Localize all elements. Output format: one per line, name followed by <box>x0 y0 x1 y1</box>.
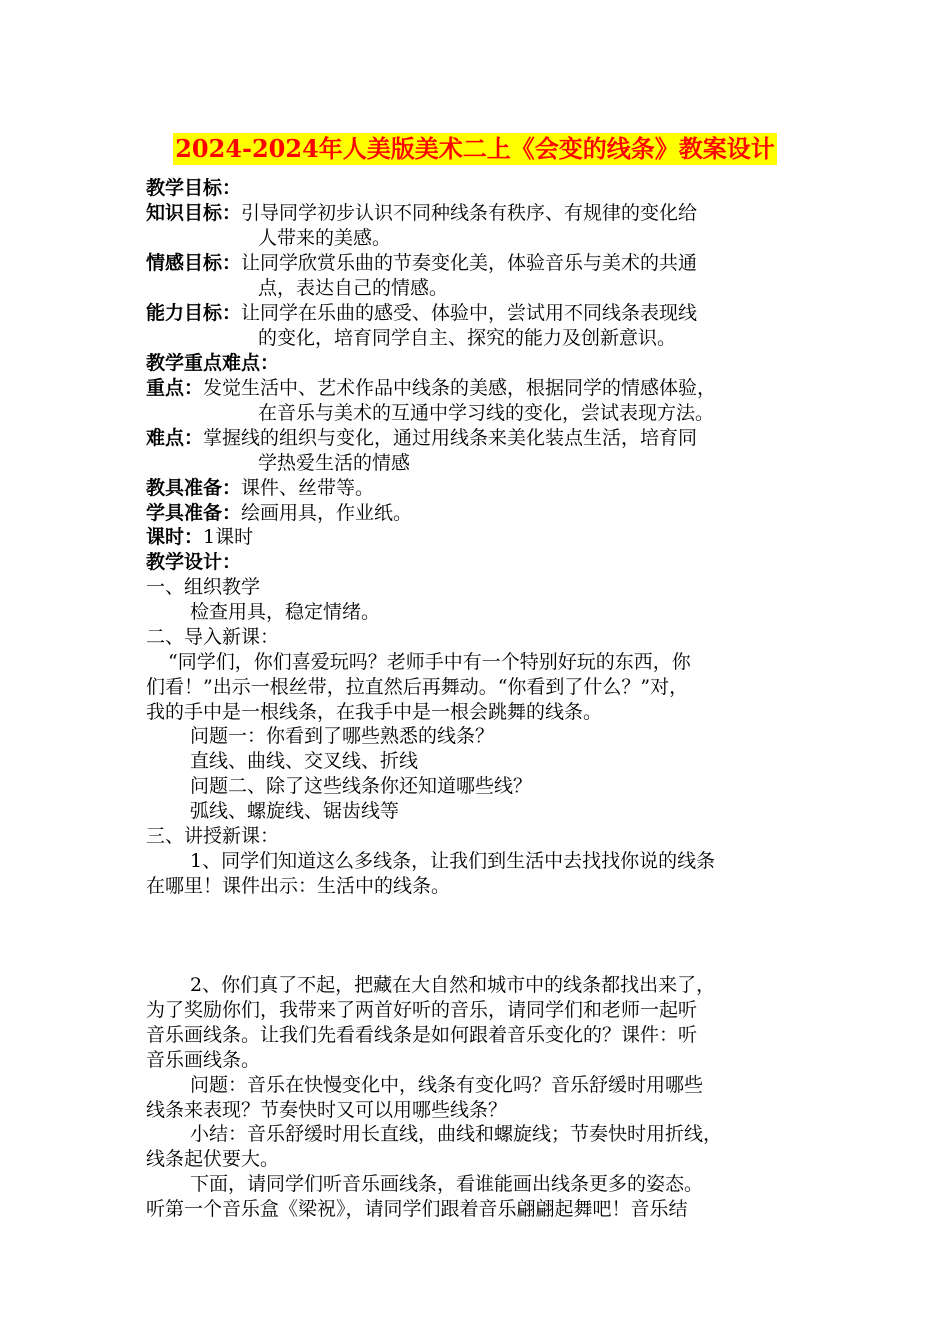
line-text: 小结：音乐舒缓时用长直线，曲线和螺旋线；节奏快时用折线， <box>190 1123 723 1145</box>
line-text: 下面，请同学们听音乐画线条，看谁能画出线条更多的姿态。 <box>190 1173 704 1195</box>
text-line <box>146 674 688 700</box>
text-line <box>146 300 697 326</box>
line-text: 掌握线的组织与变化，通过用线条来美化装点生活，培育同 <box>203 427 698 449</box>
line-text: 线条起伏要大。 <box>146 1148 280 1170</box>
text-line <box>146 1196 688 1222</box>
text-line <box>146 375 716 401</box>
text-line <box>190 723 494 749</box>
line-text: 发觉生活中、艺术作品中线条的美感，根据同学的情感体验， <box>203 377 717 399</box>
line-text: 问题一：你看到了哪些熟悉的线条？ <box>190 725 495 747</box>
line-text: 们看！”出示一根丝带，拉直然后再舞动。“你看到了什么？”对， <box>146 676 689 698</box>
line-label: 课时： <box>146 526 204 548</box>
line-text: 课件、丝带等。 <box>241 477 375 499</box>
text-line <box>146 250 697 276</box>
line-text: 1、同学们知道这么多线条，让我们到生活中去找找你说的线条 <box>190 850 716 872</box>
text-line <box>146 425 697 451</box>
line-text: 音乐画线条。让我们先看看线条是如何跟着音乐变化的？课件：听 <box>146 1024 698 1046</box>
text-line <box>146 997 697 1023</box>
line-text: 弧线、螺旋线、锯齿线等 <box>190 800 400 822</box>
text-line <box>146 823 279 849</box>
text-line <box>146 549 241 575</box>
line-text: 检查用具，稳定情绪。 <box>190 601 381 623</box>
text-line <box>258 450 410 476</box>
line-text: 我的手中是一根线条，在我手中是一根会跳舞的线条。 <box>146 701 603 723</box>
line-text: 绘画用具，作业纸。 <box>241 502 413 524</box>
title-wrapper <box>0 133 950 165</box>
text-line <box>146 175 241 201</box>
line-label: 教具准备： <box>146 477 242 499</box>
text-line <box>190 599 380 625</box>
line-label: 学具准备： <box>146 502 242 524</box>
text-line <box>146 1022 697 1048</box>
line-text: 为了奖励你们，我带来了两首好听的音乐，请同学们和老师一起听 <box>146 999 698 1021</box>
line-text: 直线、曲线、交叉线、折线 <box>190 750 419 772</box>
document-title: 2024-2024年人美版美术二上《会变的线条》教案设计 <box>175 134 775 163</box>
line-text: 2、你们真了不起，把藏在大自然和城市中的线条都找出来了， <box>190 974 716 996</box>
line-label: 能力目标： <box>146 302 242 324</box>
text-line <box>190 848 715 874</box>
text-line <box>146 1097 507 1123</box>
line-text: 三、讲授新课： <box>146 825 280 847</box>
line-text: 引导同学初步认识不同种线条有秩序、有规律的变化给 <box>241 202 698 224</box>
line-text: 学热爱生活的情感 <box>258 452 411 474</box>
line-label: 情感目标： <box>146 252 242 274</box>
text-line <box>190 798 399 824</box>
line-label: 重点： <box>146 377 204 399</box>
line-text: 音乐画线条。 <box>146 1049 261 1071</box>
text-line <box>146 200 697 226</box>
line-text: 人带来的美感。 <box>258 227 392 249</box>
text-line <box>146 873 450 899</box>
line-text: 在音乐与美术的互通中学习线的变化，尝试表现方法。 <box>258 402 715 424</box>
text-line <box>146 574 260 600</box>
text-line <box>146 1047 260 1073</box>
line-text: 让同学在乐曲的感受、体验中，尝试用不同线条表现线 <box>241 302 698 324</box>
text-line <box>258 225 391 251</box>
line-text: 点，表达自己的情感。 <box>258 277 449 299</box>
text-line <box>146 524 253 550</box>
line-label: 教学目标： <box>146 177 242 199</box>
line-label: 知识目标： <box>146 202 242 224</box>
text-line <box>190 773 532 799</box>
line-text: 听第一个音乐盒《梁祝》，请同学们跟着音乐翩翩起舞吧！音乐结 <box>146 1198 688 1220</box>
line-text: 在哪里！课件出示：生活中的线条。 <box>146 875 451 897</box>
text-line <box>190 1121 722 1147</box>
text-line <box>190 1072 703 1098</box>
line-text: 问题二、除了这些线条你还知道哪些线？ <box>190 775 533 797</box>
line-label: 难点： <box>146 427 204 449</box>
line-label: 教学重点难点： <box>146 352 280 374</box>
text-line <box>168 649 691 675</box>
line-text: 线条来表现？节奏快时又可以用哪些线条？ <box>146 1099 508 1121</box>
line-text: 二、导入新课： <box>146 626 280 648</box>
text-line <box>190 972 715 998</box>
text-line <box>146 350 279 376</box>
line-text: 让同学欣赏乐曲的节奏变化美，体验音乐与美术的共通 <box>241 252 698 274</box>
line-text: 一、组织教学 <box>146 576 261 598</box>
text-line <box>258 400 714 426</box>
text-line <box>146 699 602 725</box>
text-line <box>258 325 676 351</box>
text-line <box>146 500 412 526</box>
text-line <box>146 1146 279 1172</box>
line-text: 1课时 <box>203 526 254 548</box>
line-text: 问题：音乐在快慢变化中，线条有变化吗？音乐舒缓时用哪些 <box>190 1074 704 1096</box>
line-label: 教学设计： <box>146 551 242 573</box>
line-text: “同学们，你们喜爱玩吗？老师手中有一个特别好玩的东西，你 <box>168 651 691 673</box>
text-line <box>190 1171 703 1197</box>
line-text: 的变化，培育同学自主、探究的能力及创新意识。 <box>258 327 677 349</box>
text-line <box>146 624 279 650</box>
text-line <box>190 748 418 774</box>
text-line <box>258 275 448 301</box>
text-line <box>146 475 374 501</box>
